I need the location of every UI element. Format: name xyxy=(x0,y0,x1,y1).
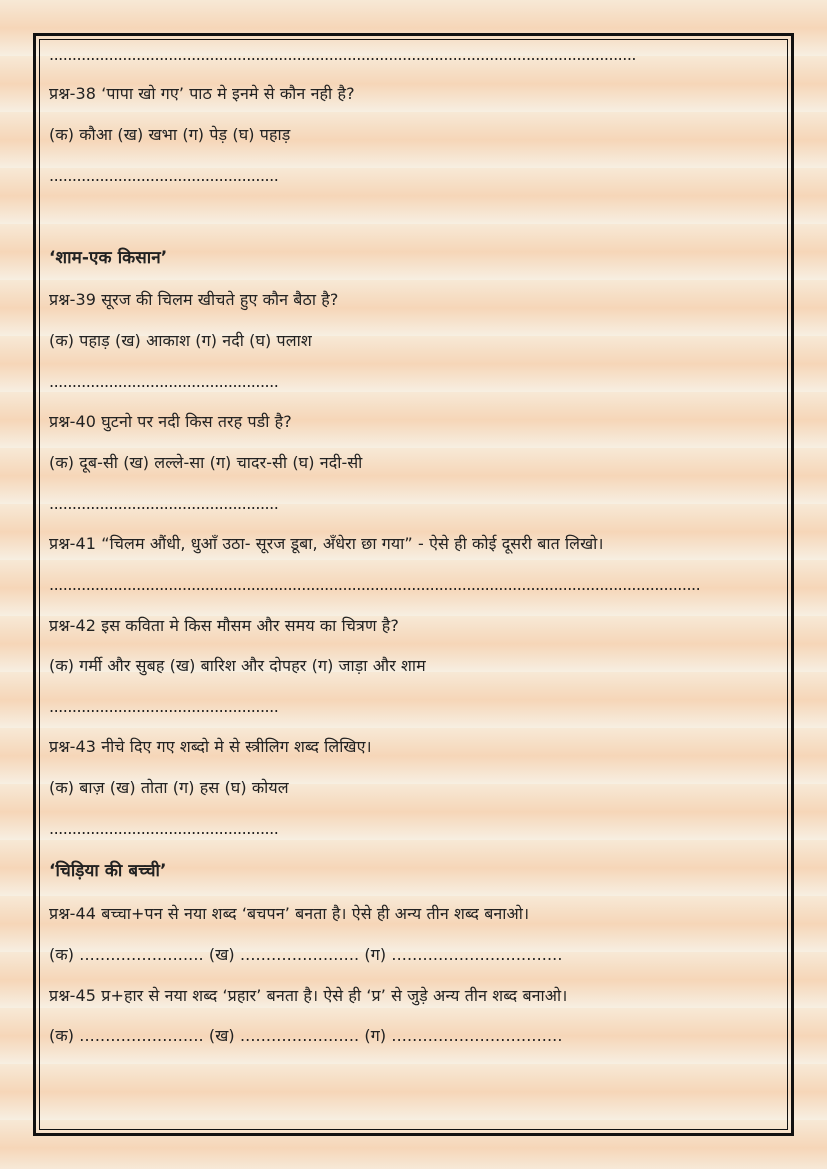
options-40: (क) दूब-सी (ख) लल्ले-सा (ग) चादर-सी (घ) नदी-सी xyxy=(49,453,363,472)
answer-blanks-45: (क) ........................ (ख) ....................... (ग) ................................. xyxy=(49,1026,563,1045)
question-42: प्रश्न-42 इस कविता मे किस मौसम और समय का चित्रण है? xyxy=(49,616,399,635)
answer-blanks-44: (क) ........................ (ख) ....................... (ग) ................................. xyxy=(49,945,563,964)
answer-line-41: .............................................................................................................................................. xyxy=(49,575,701,594)
answer-line-37: ................................................................................................................................ xyxy=(49,45,636,64)
options-39: (क) पहाड़ (ख) आकाश (ग) नदी (घ) पलाश xyxy=(49,331,312,350)
options-38: (क) कौआ (ख) खभा (ग) पेड़ (घ) पहाड़ xyxy=(49,125,291,144)
section-heading-sham-ek-kisan: ‘शाम-एक किसान’ xyxy=(49,248,168,268)
answer-line-42: .................................................. xyxy=(49,697,279,716)
question-39: प्रश्न-39 सूरज की चिलम खीचते हुए कौन बैठा है? xyxy=(49,290,339,309)
question-45: प्रश्न-45 प्र+हार से नया शब्द ‘प्रहार’ बनता है। ऐसे ही ‘प्र’ से जुड़े अन्य तीन शब्द बनाओ। xyxy=(49,986,568,1005)
question-38: प्रश्न-38 ‘पापा खो गए’ पाठ मे इनमे से कौन नही है? xyxy=(49,84,355,103)
question-41: प्रश्न-41 “चिलम औंधी, धुआँ उठा- सूरज डूबा, अँधेरा छा गया” - ऐसे ही कोई दूसरी बात लिखो। xyxy=(49,534,604,553)
answer-line-39: .................................................. xyxy=(49,372,279,391)
answer-line-43: .................................................. xyxy=(49,819,279,838)
question-43: प्रश्न-43 नीचे दिए गए शब्दो मे से स्त्रीलिग शब्द लिखिए। xyxy=(49,737,372,756)
options-42: (क) गर्मी और सुबह (ख) बारिश और दोपहर (ग) जाड़ा और शाम xyxy=(49,656,426,675)
answer-line-40: .................................................. xyxy=(49,494,279,513)
options-43: (क) बाज़ (ख) तोता (ग) हस (घ) कोयल xyxy=(49,778,289,797)
section-heading-chidiya-ki-bachchi: ‘चिड़िया की बच्ची’ xyxy=(49,861,167,881)
question-44: प्रश्न-44 बच्चा+पन से नया शब्द ‘बचपन’ बनता है। ऐसे ही अन्य तीन शब्द बनाओ। xyxy=(49,904,530,923)
question-40: प्रश्न-40 घुटनो पर नदी किस तरह पडी है? xyxy=(49,412,292,431)
answer-line-38: .................................................. xyxy=(49,166,279,185)
